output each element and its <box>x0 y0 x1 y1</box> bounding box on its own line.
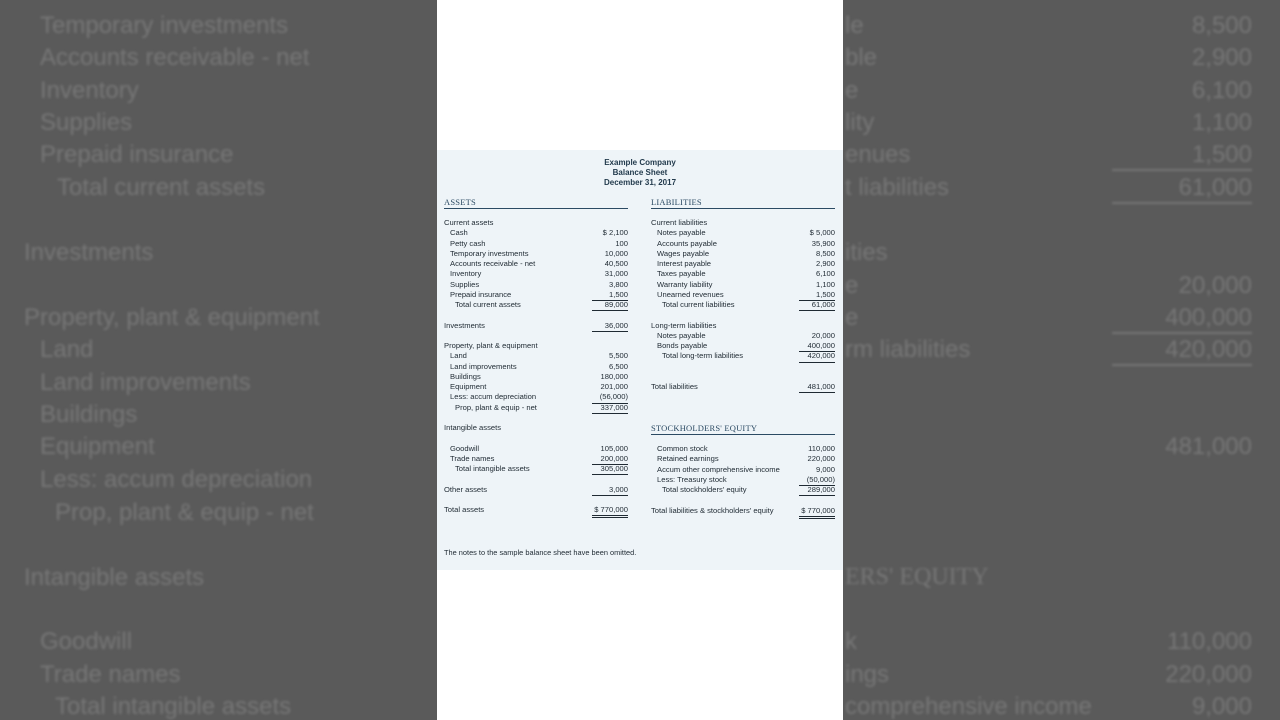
row-value: 481,000 <box>799 382 835 393</box>
row-value: 220,000 <box>807 454 835 464</box>
row-label: Prop, plant & equip - net <box>455 402 537 412</box>
assets-column <box>444 218 630 515</box>
background-value: 6,100 <box>1191 77 1252 104</box>
statement-row <box>444 444 630 454</box>
row-label: Total long-term liabilities <box>662 351 744 361</box>
background-label: le <box>845 12 864 39</box>
row-value: (50,000) <box>799 475 835 486</box>
statement-row <box>444 474 630 484</box>
background-label: Accounts receivable - net <box>40 44 310 71</box>
row-value: 105,000 <box>600 443 628 453</box>
background-label: Intangible assets <box>24 564 205 591</box>
statement-row <box>444 372 630 382</box>
background-label: Inventory <box>40 77 139 104</box>
statement-row <box>651 280 835 290</box>
background-label: Investments <box>24 239 154 266</box>
row-label: Accounts payable <box>657 238 717 248</box>
statement-row <box>651 331 835 341</box>
background-value: 1,100 <box>1191 109 1252 136</box>
background-label: Land <box>40 336 94 363</box>
row-label: Less: accum depreciation <box>450 392 537 402</box>
row-value: 40,500 <box>604 259 628 268</box>
row-value: 180,000 <box>600 371 628 381</box>
background-label: ities <box>845 239 888 266</box>
statement-row <box>651 444 835 454</box>
background-label: Supplies <box>40 109 133 136</box>
row-value: 1,500 <box>592 290 628 301</box>
statement-row <box>444 341 630 351</box>
row-value: 100 <box>615 238 628 248</box>
row-label: Inventory <box>450 269 482 279</box>
statement-row <box>444 505 630 515</box>
row-label: Total intangible assets <box>455 464 530 473</box>
background-label: lity <box>845 109 875 136</box>
background-label: Goodwill <box>40 628 133 655</box>
background-label: Property, plant & equipment <box>24 304 320 331</box>
statement-row <box>651 382 835 392</box>
background-label: Equipment <box>40 433 155 460</box>
background-value: 420,000 <box>1112 336 1252 366</box>
row-label: Warranty liability <box>657 279 713 289</box>
row-label: Total assets <box>444 505 485 514</box>
statement-row <box>651 300 835 310</box>
statement-name: Balance Sheet <box>612 168 668 177</box>
statement-row <box>651 218 835 228</box>
row-label: Accum other comprehensive income <box>657 464 780 474</box>
row-label: Retained earnings <box>657 454 719 464</box>
row-label: Unearned revenues <box>657 289 724 299</box>
row-label: Accounts receivable - net <box>450 259 536 268</box>
statement-row <box>651 351 835 361</box>
equity-column <box>651 444 835 516</box>
background-label: rm liabilities <box>845 336 971 363</box>
statement-row <box>444 423 630 433</box>
background-value: 8,500 <box>1191 12 1252 39</box>
background-label: Trade names <box>40 661 181 688</box>
statement-row <box>444 249 630 259</box>
background-label: Less: accum depreciation <box>40 466 313 493</box>
statement-row <box>444 413 630 423</box>
row-value: 10,000 <box>604 248 628 258</box>
statement-row <box>651 454 835 464</box>
equity-header: STOCKHOLDERS' EQUITY <box>651 423 835 435</box>
video-frame <box>437 0 843 720</box>
row-label: Prepaid insurance <box>450 289 512 299</box>
statement-row <box>651 239 835 249</box>
row-label: Land improvements <box>450 361 517 371</box>
background-label: ble <box>845 44 878 71</box>
statement-row <box>651 506 835 516</box>
background-label: Total intangible assets <box>55 693 292 720</box>
row-label: Less: Treasury stock <box>657 474 727 484</box>
row-label: Other assets <box>444 484 488 494</box>
row-value: (56,000) <box>592 392 628 403</box>
statement-row <box>651 259 835 269</box>
statement-row <box>651 485 835 495</box>
statement-row <box>444 433 630 443</box>
balance-sheet <box>437 150 843 570</box>
row-label: Land <box>450 351 467 361</box>
statement-row <box>444 495 630 505</box>
row-value: 6,100 <box>815 269 835 279</box>
row-label: Interest payable <box>657 259 712 268</box>
row-label: Temporary investments <box>450 248 529 258</box>
background-value: 61,000 <box>1112 174 1252 204</box>
row-label: Equipment <box>450 382 487 391</box>
background-label: Total current assets <box>57 174 266 201</box>
row-label: Wages payable <box>657 248 710 258</box>
statement-row <box>444 351 630 361</box>
row-value: $ 770,000 <box>799 506 835 519</box>
row-label: Total current assets <box>455 300 521 309</box>
statement-row <box>444 239 630 249</box>
background-label: Temporary investments <box>40 12 289 39</box>
background-label: Buildings <box>40 401 138 428</box>
sheet-title <box>437 158 843 188</box>
statement-row <box>651 290 835 300</box>
background-label: ings <box>845 661 890 688</box>
row-value: 20,000 <box>811 330 835 340</box>
row-label: Notes payable <box>657 228 706 238</box>
row-label: Petty cash <box>450 238 486 248</box>
background-label: Prop, plant & equip - net <box>55 499 314 526</box>
row-label: Buildings <box>450 371 481 381</box>
row-label: Common stock <box>657 444 708 453</box>
row-value: 3,800 <box>608 279 628 289</box>
row-label: Total current liabilities <box>662 300 735 309</box>
statement-row <box>651 228 835 238</box>
statement-row <box>444 218 630 228</box>
row-label: Current liabilities <box>651 218 708 227</box>
background-label: e <box>845 304 859 331</box>
statement-row <box>444 280 630 290</box>
statement-row <box>444 228 630 238</box>
row-value: 201,000 <box>600 382 628 391</box>
row-value: 110,000 <box>808 444 835 453</box>
row-label: Notes payable <box>657 330 706 340</box>
row-value: 420,000 <box>799 351 835 362</box>
statement-row <box>651 495 835 505</box>
row-value: 2,900 <box>815 259 835 268</box>
row-label: Intangible assets <box>444 423 501 432</box>
row-value: $ 5,000 <box>809 228 835 238</box>
background-value: 2,900 <box>1191 44 1252 71</box>
statement-row <box>444 403 630 413</box>
statement-row <box>651 372 835 382</box>
row-label: Property, plant & equipment <box>444 341 538 350</box>
row-label: Investments <box>444 320 485 330</box>
row-label: Supplies <box>450 279 480 289</box>
row-value: 9,000 <box>815 464 835 474</box>
background-label: e <box>845 77 859 104</box>
background-label: k <box>845 628 857 655</box>
background-value: 9,000 <box>1191 693 1252 720</box>
footnote: The notes to the sample balance sheet have been omitted. <box>444 548 637 557</box>
row-label: Trade names <box>450 453 495 463</box>
background-label: e <box>845 272 859 299</box>
statement-row <box>651 362 835 372</box>
row-value: 400,000 <box>799 341 835 352</box>
background-label: comprehensive income <box>845 693 1092 720</box>
assets-header: ASSETS <box>444 197 628 209</box>
statement-row <box>444 392 630 402</box>
background-value: 481,000 <box>1165 433 1252 460</box>
row-value: 289,000 <box>799 485 835 496</box>
row-value: 1,500 <box>799 290 835 301</box>
row-label: Bonds payable <box>657 341 708 350</box>
row-label: Total liabilities <box>651 382 698 391</box>
row-value: $ 2,100 <box>602 228 628 238</box>
row-value: 8,500 <box>815 248 835 258</box>
liabilities-column <box>651 218 835 392</box>
statement-row <box>444 290 630 300</box>
row-value: 200,000 <box>592 454 628 465</box>
statement-row <box>444 300 630 310</box>
row-value: 31,000 <box>604 269 628 279</box>
row-value: 337,000 <box>592 403 628 414</box>
statement-row <box>651 341 835 351</box>
company-name: Example Company <box>604 158 676 167</box>
row-value: 89,000 <box>592 300 628 311</box>
statement-row <box>651 321 835 331</box>
background-value: 20,000 <box>1178 272 1252 299</box>
background-value: 110,000 <box>1167 628 1252 655</box>
statement-row <box>444 464 630 474</box>
background-value: 1,500 <box>1112 141 1252 171</box>
statement-row <box>651 269 835 279</box>
background-label: enues <box>845 141 911 168</box>
row-label: Total liabilities & stockholders' equity <box>651 505 774 515</box>
statement-row <box>651 249 835 259</box>
row-label: Taxes payable <box>657 269 706 279</box>
statement-row <box>651 475 835 485</box>
background-label: ERS' EQUITY <box>845 564 989 590</box>
background-value: 400,000 <box>1112 304 1252 334</box>
row-value: 36,000 <box>592 321 628 332</box>
statement-row <box>444 310 630 320</box>
row-label: Long-term liabilities <box>651 320 717 330</box>
row-value: 61,000 <box>799 300 835 311</box>
statement-row <box>444 485 630 495</box>
liabilities-header: LIABILITIES <box>651 197 835 209</box>
row-value: 6,500 <box>608 361 628 371</box>
row-value: 305,000 <box>592 464 628 475</box>
statement-row <box>651 310 835 320</box>
statement-row <box>651 465 835 475</box>
row-label: Goodwill <box>450 443 480 453</box>
row-value: 1,100 <box>815 279 835 289</box>
row-value: $ 770,000 <box>592 505 628 518</box>
row-value: 5,500 <box>608 351 628 361</box>
statement-row <box>444 331 630 341</box>
row-value: 3,000 <box>592 485 628 496</box>
row-label: Total stockholders' equity <box>662 485 747 494</box>
statement-row <box>444 321 630 331</box>
statement-date: December 31, 2017 <box>603 178 677 187</box>
background-label: Prepaid insurance <box>40 141 234 168</box>
statement-row <box>444 259 630 269</box>
background-value: 220,000 <box>1165 661 1252 688</box>
statement-row <box>444 382 630 392</box>
row-value: 35,900 <box>811 238 835 248</box>
statement-row <box>444 269 630 279</box>
statement-row <box>444 454 630 464</box>
background-label: Land improvements <box>40 369 251 396</box>
row-label: Current assets <box>444 218 494 227</box>
statement-row <box>444 362 630 372</box>
row-label: Cash <box>450 228 468 238</box>
background-label: t liabilities <box>845 174 950 201</box>
